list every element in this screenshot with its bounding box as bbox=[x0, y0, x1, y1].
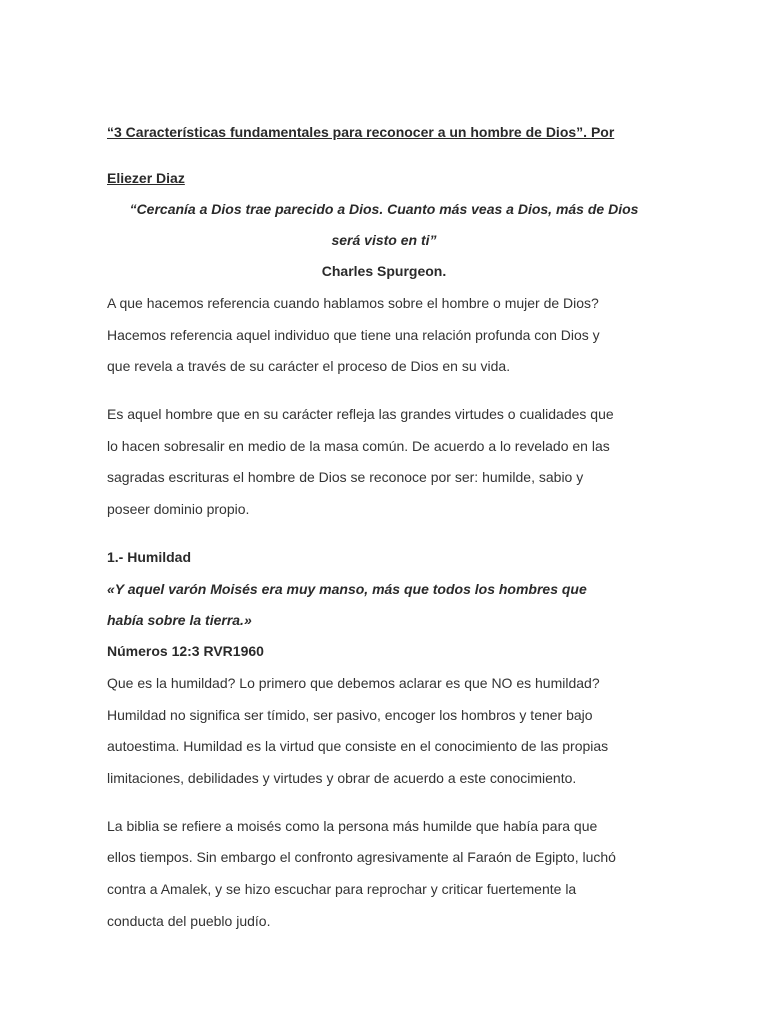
paragraph-line: autoestima. Humildad es la virtud que consiste en el conocimiento de las propias bbox=[107, 738, 609, 754]
document-title: “3 Características fundamentales para reconocer a un hombre de Dios”. Por bbox=[107, 124, 615, 140]
paragraph-line: La biblia se refiere a moisés como la persona más humilde que había para que bbox=[107, 818, 598, 834]
epigraph-author: Charles Spurgeon. bbox=[321, 263, 447, 279]
paragraph-line: sagradas escrituras el hombre de Dios se reconoce por ser: humilde, sabio y bbox=[107, 469, 584, 485]
paragraph-line: Que es la humildad? Lo primero que debemos aclarar es que NO es humildad? bbox=[107, 675, 600, 691]
paragraph-line: conducta del pueblo judío. bbox=[107, 913, 271, 929]
verse-reference: Números 12:3 RVR1960 bbox=[107, 643, 264, 659]
epigraph-quote-line-2: será visto en ti” bbox=[331, 232, 437, 248]
verse-line-1: «Y aquel varón Moisés era muy manso, más que todos los hombres que bbox=[107, 581, 587, 597]
paragraph-line: A que hacemos referencia cuando hablamos sobre el hombre o mujer de Dios? bbox=[107, 295, 599, 311]
paragraph-line: lo hacen sobresalir en medio de la masa común. De acuerdo a lo revelado en las bbox=[107, 438, 610, 454]
paragraph-line: ellos tiempos. Sin embargo el confronto agresivamente al Faraón de Egipto, luchó bbox=[107, 849, 616, 865]
paragraph-line: Humildad no significa ser tímido, ser pasivo, encoger los hombros y tener bajo bbox=[107, 707, 593, 723]
epigraph-quote-line-1: “Cercanía a Dios trae parecido a Dios. Cuanto más veas a Dios, más de Dios bbox=[129, 201, 639, 217]
paragraph-line: que revela a través de su carácter el proceso de Dios en su vida. bbox=[107, 358, 511, 374]
verse-line-2: había sobre la tierra.» bbox=[107, 612, 252, 628]
section-heading: 1.- Humildad bbox=[107, 549, 192, 565]
paragraph-line: Hacemos referencia aquel individuo que tiene una relación profunda con Dios y bbox=[107, 327, 600, 343]
paragraph-line: limitaciones, debilidades y virtudes y obrar de acuerdo a este conocimiento. bbox=[107, 770, 577, 786]
paragraph-line: poseer dominio propio. bbox=[107, 501, 250, 517]
paragraph-line: Es aquel hombre que en su carácter refleja las grandes virtudes o cualidades que bbox=[107, 406, 614, 422]
document-author: Eliezer Diaz bbox=[107, 170, 185, 186]
paragraph-line: contra a Amalek, y se hizo escuchar para reprochar y criticar fuertemente la bbox=[107, 881, 577, 897]
